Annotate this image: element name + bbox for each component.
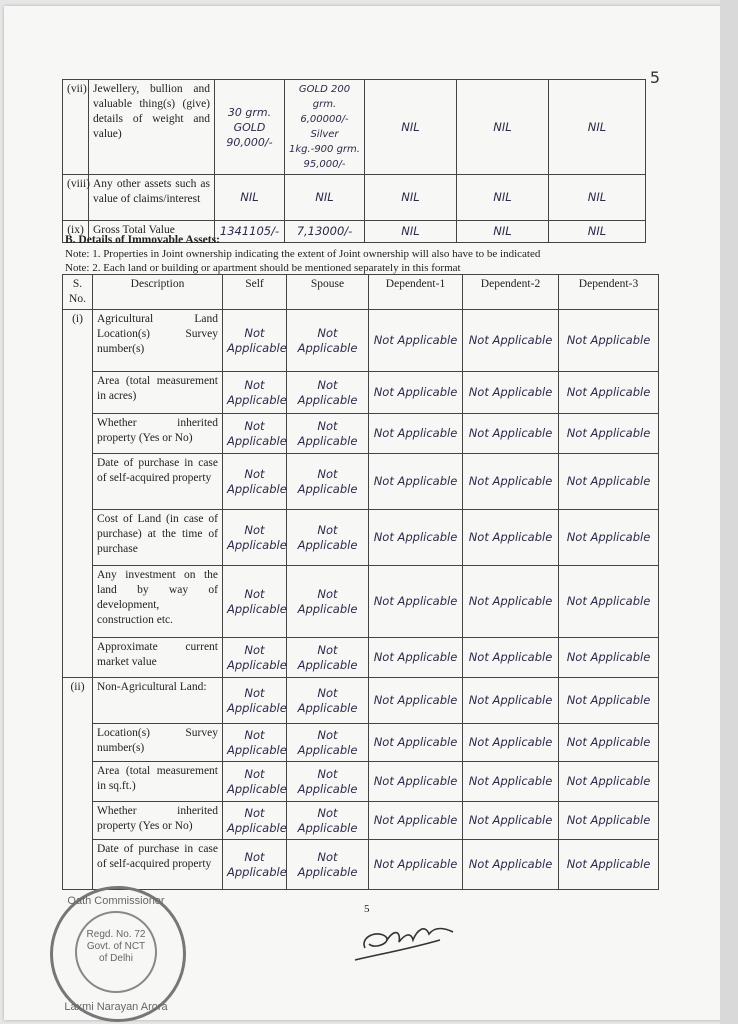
row-description: Whether inherited property (Yes or No) bbox=[93, 802, 223, 840]
not-applicable-cell: Not Applicable bbox=[223, 840, 287, 890]
seal-line-1: Regd. No. 72 bbox=[86, 929, 146, 940]
header-dependent-3: Dependent-3 bbox=[559, 275, 659, 310]
not-applicable-cell: Not Applicable bbox=[463, 510, 559, 566]
not-applicable-cell: Not Applicable bbox=[369, 372, 463, 414]
not-applicable-cell: Not Applicable bbox=[369, 566, 463, 638]
row-number bbox=[63, 454, 93, 510]
not-applicable-cell: Not Applicable bbox=[287, 840, 369, 890]
not-applicable-cell: Not Applicable bbox=[559, 762, 659, 802]
row-description: Any other assets such as value of claims/interest bbox=[89, 175, 215, 221]
row-number: (ii) bbox=[63, 678, 93, 724]
not-applicable-cell: Not Applicable bbox=[223, 510, 287, 566]
note-1: Note: 1. Properties in Joint ownership indicating the extent of Joint ownership will also have to be indicated bbox=[65, 248, 541, 260]
value-dependent-1: NIL bbox=[365, 221, 457, 243]
seal-top-text: Oath Commissioner bbox=[67, 895, 165, 907]
page-number-handwritten: 5 bbox=[649, 68, 660, 87]
table-row bbox=[63, 510, 659, 566]
not-applicable-cell: Not Applicable bbox=[559, 414, 659, 454]
immovable-assets-table bbox=[62, 274, 659, 890]
section-b-title: B. Details of Immovable Assets: bbox=[65, 234, 220, 246]
header-spouse: Spouse bbox=[287, 275, 369, 310]
table-row bbox=[63, 566, 659, 638]
row-description: Date of purchase in case of self-acquired property bbox=[93, 840, 223, 890]
row-description: Non-Agricultural Land: bbox=[93, 678, 223, 724]
value-dependent-3: NIL bbox=[549, 175, 646, 221]
row-description: Gross Total Value bbox=[89, 221, 215, 243]
not-applicable-cell: Not Applicable bbox=[223, 638, 287, 678]
not-applicable-cell: Not Applicable bbox=[463, 372, 559, 414]
not-applicable-cell: Not Applicable bbox=[369, 840, 463, 890]
not-applicable-cell: Not Applicable bbox=[287, 566, 369, 638]
header-sno: S. No. bbox=[63, 275, 93, 310]
table-row bbox=[63, 678, 659, 724]
row-number bbox=[63, 566, 93, 638]
not-applicable-cell: Not Applicable bbox=[463, 762, 559, 802]
not-applicable-cell: Not Applicable bbox=[559, 840, 659, 890]
row-description: Agricultural Land Location(s) Survey number(s) bbox=[93, 310, 223, 372]
not-applicable-cell: Not Applicable bbox=[223, 310, 287, 372]
header-dependent-2: Dependent-2 bbox=[463, 275, 559, 310]
row-number: (vii) bbox=[63, 80, 89, 175]
not-applicable-cell: Not Applicable bbox=[223, 454, 287, 510]
not-applicable-cell: Not Applicable bbox=[223, 372, 287, 414]
value-spouse: 7,13000/- bbox=[285, 221, 365, 243]
not-applicable-cell: Not Applicable bbox=[287, 638, 369, 678]
not-applicable-cell: Not Applicable bbox=[369, 454, 463, 510]
header-self: Self bbox=[223, 275, 287, 310]
row-number bbox=[63, 372, 93, 414]
table-row bbox=[63, 414, 659, 454]
signature bbox=[345, 910, 465, 970]
not-applicable-cell: Not Applicable bbox=[287, 414, 369, 454]
not-applicable-cell: Not Applicable bbox=[463, 724, 559, 762]
value-self: 1341105/- bbox=[215, 221, 285, 243]
movable-row bbox=[63, 80, 646, 175]
row-number bbox=[63, 762, 93, 802]
not-applicable-cell: Not Applicable bbox=[559, 802, 659, 840]
header-dependent-1: Dependent-1 bbox=[369, 275, 463, 310]
movable-assets-table bbox=[62, 79, 646, 243]
value-self: NIL bbox=[215, 175, 285, 221]
not-applicable-cell: Not Applicable bbox=[287, 372, 369, 414]
row-number bbox=[63, 414, 93, 454]
not-applicable-cell: Not Applicable bbox=[559, 638, 659, 678]
not-applicable-cell: Not Applicable bbox=[223, 678, 287, 724]
not-applicable-cell: Not Applicable bbox=[463, 802, 559, 840]
movable-row bbox=[63, 175, 646, 221]
header-description: Description bbox=[93, 275, 223, 310]
value-dependent-3: NIL bbox=[549, 221, 646, 243]
not-applicable-cell: Not Applicable bbox=[287, 510, 369, 566]
not-applicable-cell: Not Applicable bbox=[463, 840, 559, 890]
value-spouse: GOLD 200 grm. 6,00000/- Silver 1kg.-900 grm. 95,000/- bbox=[285, 80, 365, 175]
not-applicable-cell: Not Applicable bbox=[463, 678, 559, 724]
row-number bbox=[63, 840, 93, 890]
not-applicable-cell: Not Applicable bbox=[369, 310, 463, 372]
table-row bbox=[63, 372, 659, 414]
oath-commissioner-seal bbox=[50, 886, 186, 1022]
not-applicable-cell: Not Applicable bbox=[559, 372, 659, 414]
not-applicable-cell: Not Applicable bbox=[223, 762, 287, 802]
not-applicable-cell: Not Applicable bbox=[223, 414, 287, 454]
page-edge bbox=[720, 0, 738, 1024]
seal-line-2: Govt. of NCT bbox=[86, 941, 146, 952]
not-applicable-cell: Not Applicable bbox=[559, 454, 659, 510]
value-dependent-1: NIL bbox=[365, 80, 457, 175]
not-applicable-cell: Not Applicable bbox=[559, 510, 659, 566]
table-row bbox=[63, 762, 659, 802]
not-applicable-cell: Not Applicable bbox=[369, 638, 463, 678]
row-description: Area (total measurement in sq.ft.) bbox=[93, 762, 223, 802]
not-applicable-cell: Not Applicable bbox=[463, 414, 559, 454]
not-applicable-cell: Not Applicable bbox=[223, 802, 287, 840]
row-description: Area (total measurement in acres) bbox=[93, 372, 223, 414]
row-number: (ix) bbox=[63, 221, 89, 243]
value-self: 30 grm. GOLD 90,000/- bbox=[215, 80, 285, 175]
not-applicable-cell: Not Applicable bbox=[287, 724, 369, 762]
not-applicable-cell: Not Applicable bbox=[369, 678, 463, 724]
row-description: Approximate current market value bbox=[93, 638, 223, 678]
value-dependent-2: NIL bbox=[457, 80, 549, 175]
row-number: (i) bbox=[63, 310, 93, 372]
value-dependent-2: NIL bbox=[457, 221, 549, 243]
not-applicable-cell: Not Applicable bbox=[463, 454, 559, 510]
seal-line-3: of Delhi bbox=[99, 953, 133, 964]
row-number bbox=[63, 638, 93, 678]
not-applicable-cell: Not Applicable bbox=[223, 566, 287, 638]
footer-page-number: 5 bbox=[364, 903, 370, 915]
not-applicable-cell: Not Applicable bbox=[287, 802, 369, 840]
row-description: Cost of Land (in case of purchase) at the time of purchase bbox=[93, 510, 223, 566]
value-dependent-2: NIL bbox=[457, 175, 549, 221]
note-2: Note: 2. Each land or building or apartment should be mentioned separately in this format bbox=[65, 262, 461, 274]
not-applicable-cell: Not Applicable bbox=[287, 310, 369, 372]
seal-bottom-text: Laxmi Narayan Arora bbox=[64, 1001, 168, 1013]
row-description: Any investment on the land by way of development, construction etc. bbox=[93, 566, 223, 638]
row-number bbox=[63, 802, 93, 840]
not-applicable-cell: Not Applicable bbox=[559, 724, 659, 762]
row-description: Date of purchase in case of self-acquired property bbox=[93, 454, 223, 510]
table-row bbox=[63, 840, 659, 890]
row-description: Jewellery, bullion and valuable thing(s) (give) details of weight and value) bbox=[89, 80, 215, 175]
not-applicable-cell: Not Applicable bbox=[463, 310, 559, 372]
not-applicable-cell: Not Applicable bbox=[369, 414, 463, 454]
row-number: (viii) bbox=[63, 175, 89, 221]
table-row bbox=[63, 454, 659, 510]
value-dependent-1: NIL bbox=[365, 175, 457, 221]
table-row bbox=[63, 310, 659, 372]
not-applicable-cell: Not Applicable bbox=[463, 638, 559, 678]
row-description: Location(s) Survey number(s) bbox=[93, 724, 223, 762]
not-applicable-cell: Not Applicable bbox=[369, 762, 463, 802]
not-applicable-cell: Not Applicable bbox=[287, 762, 369, 802]
not-applicable-cell: Not Applicable bbox=[559, 566, 659, 638]
table-row bbox=[63, 724, 659, 762]
not-applicable-cell: Not Applicable bbox=[287, 678, 369, 724]
value-dependent-3: NIL bbox=[549, 80, 646, 175]
not-applicable-cell: Not Applicable bbox=[287, 454, 369, 510]
not-applicable-cell: Not Applicable bbox=[559, 310, 659, 372]
table-header-row bbox=[63, 275, 659, 310]
not-applicable-cell: Not Applicable bbox=[223, 724, 287, 762]
row-description: Whether inherited property (Yes or No) bbox=[93, 414, 223, 454]
table-row bbox=[63, 638, 659, 678]
row-number bbox=[63, 724, 93, 762]
value-spouse: NIL bbox=[285, 175, 365, 221]
table-row bbox=[63, 802, 659, 840]
not-applicable-cell: Not Applicable bbox=[369, 802, 463, 840]
seal-center bbox=[75, 911, 157, 993]
not-applicable-cell: Not Applicable bbox=[369, 724, 463, 762]
not-applicable-cell: Not Applicable bbox=[369, 510, 463, 566]
row-number bbox=[63, 510, 93, 566]
not-applicable-cell: Not Applicable bbox=[463, 566, 559, 638]
not-applicable-cell: Not Applicable bbox=[559, 678, 659, 724]
